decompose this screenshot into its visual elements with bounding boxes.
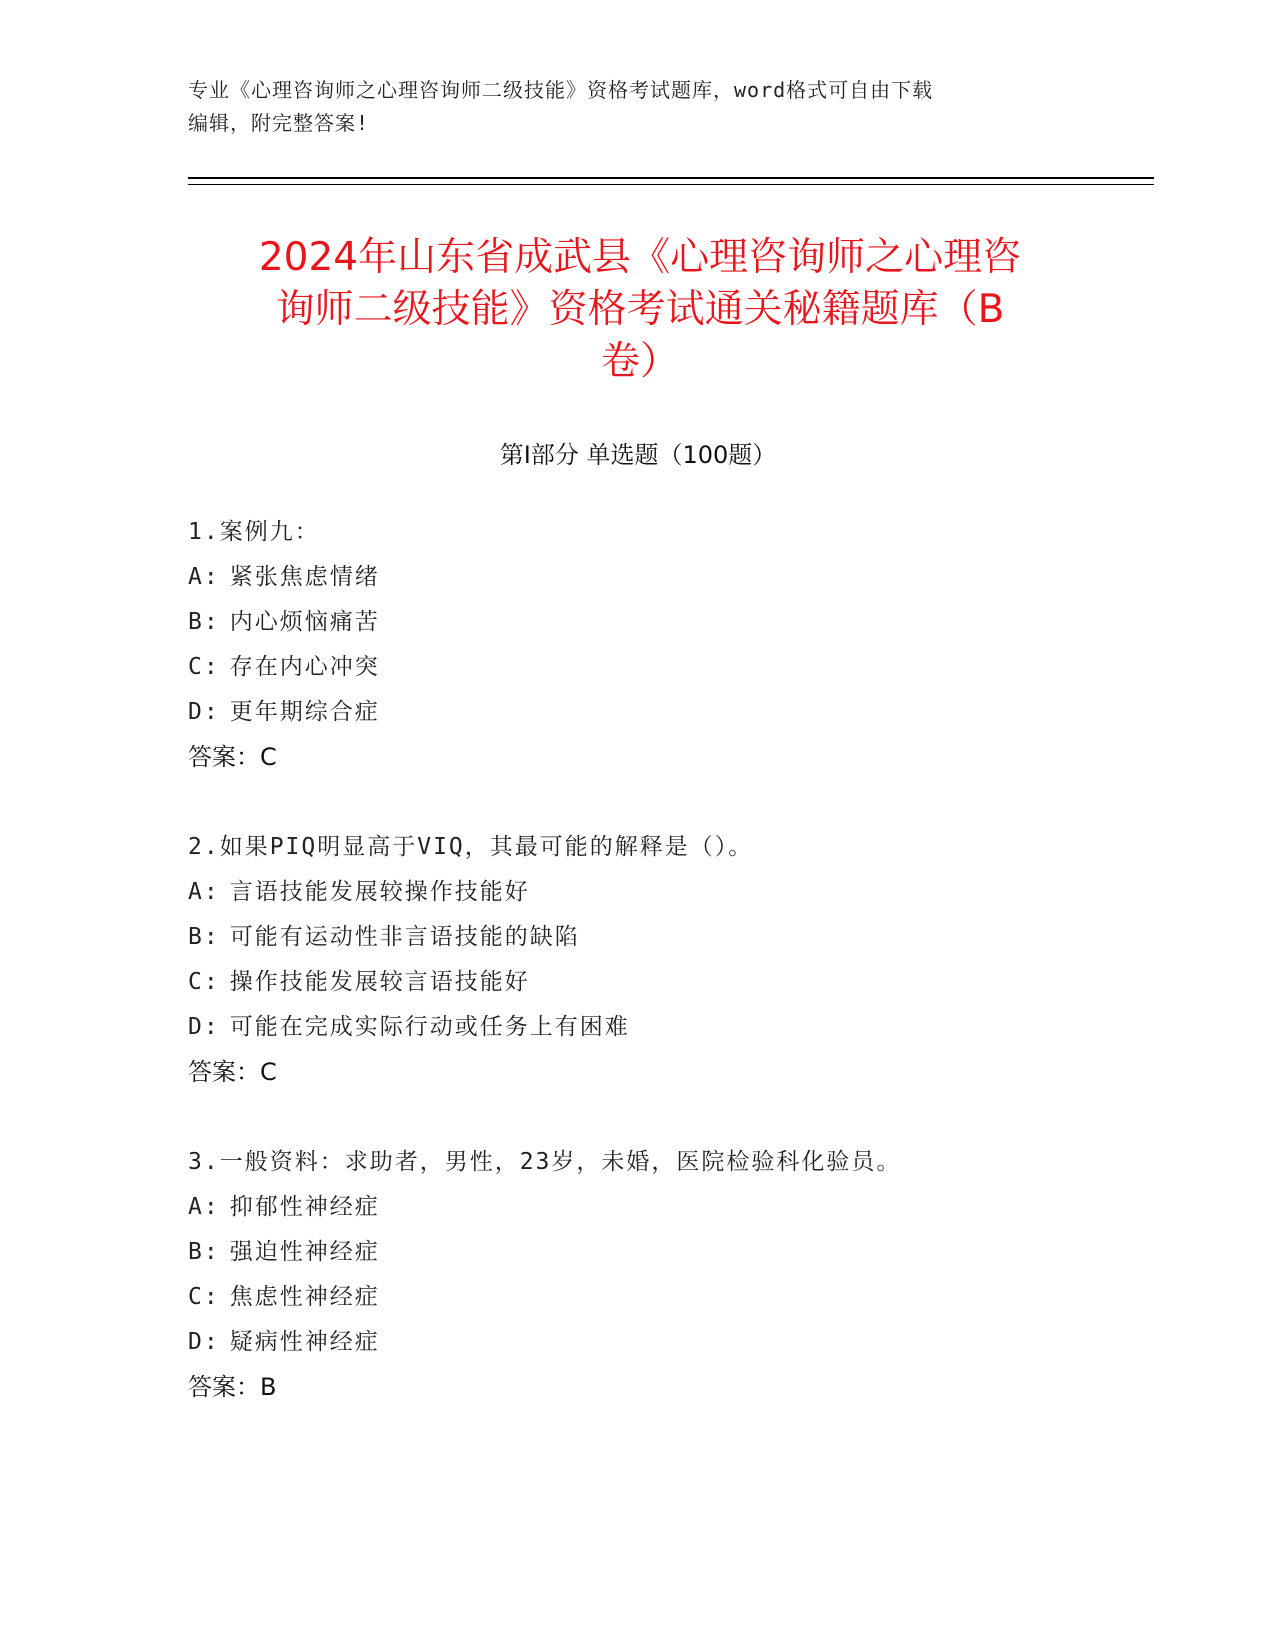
option-text: 疑病性神经症 (229, 1329, 380, 1355)
header-divider-thin (188, 184, 1154, 185)
option-label: C: (188, 654, 220, 680)
option-label: D: (188, 699, 220, 725)
option-text: 言语技能发展较操作技能好 (229, 879, 530, 905)
option-label: A: (188, 879, 220, 905)
option-c (188, 645, 1138, 690)
option-label: A: (188, 564, 220, 590)
header-note-line1: 专业《心理咨询师之心理咨询师二级技能》资格考试题库，word格式可自由下载 (188, 78, 934, 102)
header-divider-thick (188, 177, 1154, 179)
option-a (188, 870, 1138, 915)
document-title-line2: 询师二级技能》资格考试通关秘籍题库（B (275, 287, 1005, 332)
option-d (188, 1005, 1138, 1050)
option-text: 内心烦恼痛苦 (229, 609, 380, 635)
question-1 (188, 510, 1138, 780)
header-note (188, 74, 1088, 140)
option-label: D: (188, 1014, 220, 1040)
option-label: A: (188, 1194, 220, 1220)
answer: 答案：C (188, 743, 277, 771)
header-note-line2: 编辑，附完整答案! (188, 111, 370, 135)
option-b (188, 1230, 1138, 1275)
option-label: C: (188, 1284, 220, 1310)
answer: 答案：C (188, 1058, 277, 1086)
option-c (188, 960, 1138, 1005)
question-stem: 1.案例九： (188, 519, 320, 545)
option-text: 抑郁性神经症 (229, 1194, 380, 1220)
option-d (188, 690, 1138, 735)
question-stem: 2.如果PIQ明显高于VIQ，其最可能的解释是（）。 (188, 834, 754, 860)
option-label: C: (188, 969, 220, 995)
question-3 (188, 1140, 1138, 1410)
option-c (188, 1275, 1138, 1320)
document-title (160, 232, 1120, 388)
answer: 答案：B (188, 1373, 277, 1401)
question-stem: 3.一般资料：求助者，男性，23岁，未婚，医院检验科化验员。 (188, 1149, 902, 1175)
option-text: 可能有运动性非言语技能的缺陷 (229, 924, 580, 950)
document-title-line3: 卷） (600, 339, 679, 384)
document-title-line1: 2024年山东省成武县《心理咨询师之心理咨 (258, 235, 1022, 280)
section-title: 第Ⅰ部分 单选题（100题） (499, 441, 777, 469)
option-label: B: (188, 609, 220, 635)
option-text: 焦虑性神经症 (229, 1284, 380, 1310)
option-label: B: (188, 924, 220, 950)
option-b (188, 915, 1138, 960)
option-a (188, 1185, 1138, 1230)
option-text: 操作技能发展较言语技能好 (229, 969, 530, 995)
option-text: 强迫性神经症 (229, 1239, 380, 1265)
option-text: 紧张焦虑情绪 (229, 564, 380, 590)
question-2 (188, 825, 1138, 1095)
option-label: B: (188, 1239, 220, 1265)
option-label: D: (188, 1329, 220, 1355)
option-d (188, 1320, 1138, 1365)
option-b (188, 600, 1138, 645)
option-text: 可能在完成实际行动或任务上有困难 (229, 1014, 630, 1040)
option-text: 更年期综合症 (229, 699, 380, 725)
option-text: 存在内心冲突 (229, 654, 380, 680)
option-a (188, 555, 1138, 600)
